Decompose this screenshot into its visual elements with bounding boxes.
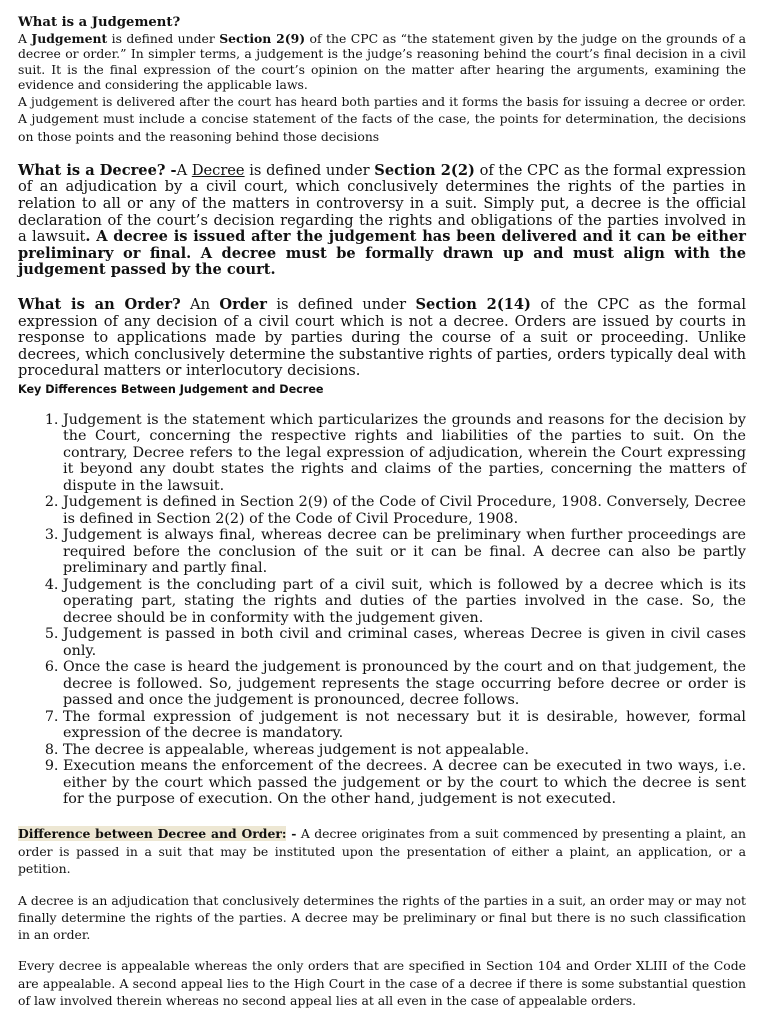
decree-heading: What is a Decree? - bbox=[18, 161, 177, 179]
order-heading: What is an Order? bbox=[18, 296, 181, 314]
decree-term: Decree bbox=[191, 161, 245, 179]
list-item: 3. Judgement is always final, whereas decree can be preliminary when further proceedings are required before the conclusion of the suit or it can be final. A decree can also be partly preliminary and partly final. bbox=[63, 527, 746, 577]
judgement-heading: What is a Judgement? bbox=[18, 15, 181, 30]
judgement-paragraph-2: A judgement is delivered after the court has heard both parties and it forms the basis for issuing a decree or order. A judgement must include a concise statement of the facts of the case, the points for determination, the decisions on those points and the reasoning behind those decisions bbox=[18, 93, 746, 144]
key-differences-heading: Key Differences Between Judgement and Decree bbox=[18, 382, 324, 396]
decree-vs-order-paragraph-3: Every decree is appealable whereas the only orders that are specified in Section 104 and Order XLIII of the Code are appealable. A second appeal lies to the High Court in the case of a decree if there is some substantial question of law involved therein whereas no second appeal lies at all even in the case of appealable orders. bbox=[18, 958, 746, 1008]
decree-vs-order-paragraph-2: A decree is an adjudication that conclusively determines the rights of the parties in a suit, an order may or may not finally determine the rights of the parties. A decree may be preliminary or final but there is no such classification in an order. bbox=[18, 892, 746, 943]
list-item: 4. Judgement is the concluding part of a civil suit, which is followed by a decree which is its operating part, stating the rights and duties of the parties involved in the case. So, the decree should be in conformity with the judgement given. bbox=[63, 577, 746, 627]
list-item: 2. Judgement is defined in Section 2(9) of the Code of Civil Procedure, 1908. Conversely, Decree is defined in Section 2(2) of the Code of Civil Procedure, 1908. bbox=[63, 494, 746, 527]
decree-vs-order-paragraph-1: Difference between Decree and Order: - A decree originates from a suit commenced by presenting a plaint, an order is passed in a suit that may be instituted upon the presentation of either a plaint, an application, or a petition. bbox=[18, 825, 746, 877]
list-item: 6. Once the case is heard the judgement is pronounced by the court and on that judgement, the decree is followed. So, judgement represents the stage occurring before decree or order is passed and once the judgement is pronounced, decree follows. bbox=[63, 659, 746, 709]
list-item: 8. The decree is appealable, whereas judgement is not appealable. bbox=[63, 742, 746, 759]
decree-paragraph: What is a Decree? -A Decree is defined under Section 2(2) of the CPC as the formal expression of an adjudication by a civil court, which conclusively determines the rights of the parties in relation to all or any of the matters in controversy in a suit. Simply put, a decree is the official declaration of the court’s decision regarding the rights and obligations of the parties involved in a lawsuit. A decree is issued after the judgement has been delivered and it can be either preliminary or final. A decree must be formally drawn up and must align with the judgement passed by the court. bbox=[18, 161, 747, 279]
document-page bbox=[18, 14, 746, 1009]
key-differences-list bbox=[18, 412, 746, 808]
judgement-paragraph-1: A Judgement is defined under Section 2(9) of the CPC as “the statement given by the judge on the grounds of a decree or order.” In simpler terms, a judgement is the judge’s reasoning behind the court’s final decision in a civil suit. It is the final expression of the court’s opinion on the matter after hearing the arguments, examining the evidence and considering the applicable laws. bbox=[18, 30, 746, 93]
list-item: 7. The formal expression of judgement is not necessary but it is desirable, however, formal expression of the decree is mandatory. bbox=[63, 709, 746, 742]
list-item: 5. Judgement is passed in both civil and criminal cases, whereas Decree is given in civil cases only. bbox=[63, 626, 746, 659]
list-item: 9. Execution means the enforcement of the decrees. A decree can be executed in two ways, i.e. either by the court which passed the judgement or by the court to which the decree is sent for the purpose of execution. On the other hand, judgement is not executed. bbox=[63, 758, 746, 808]
list-item: 1. Judgement is the statement which particularizes the grounds and reasons for the decision by the Court, concerning the respective rights and liabilities of the parties to suit. On the contrary, Decree refers to the legal expression of adjudication, wherein the Court expressing it beyond any doubt states the rights and claims of the parties, concerning the matters of dispute in the lawsuit. bbox=[63, 412, 746, 495]
order-paragraph: What is an Order? An Order is defined under Section 2(14) of the CPC as the formal expression of any decision of a civil court which is not a decree. Orders are issued by courts in response to applications made by parties during the course of a suit or proceeding. Unlike decrees, which conclusively determine the substantive rights of parties, orders typically deal with procedural matters or interlocutory decisions. bbox=[18, 296, 746, 380]
decree-vs-order-heading: Difference between Decree and Order: bbox=[18, 825, 287, 841]
